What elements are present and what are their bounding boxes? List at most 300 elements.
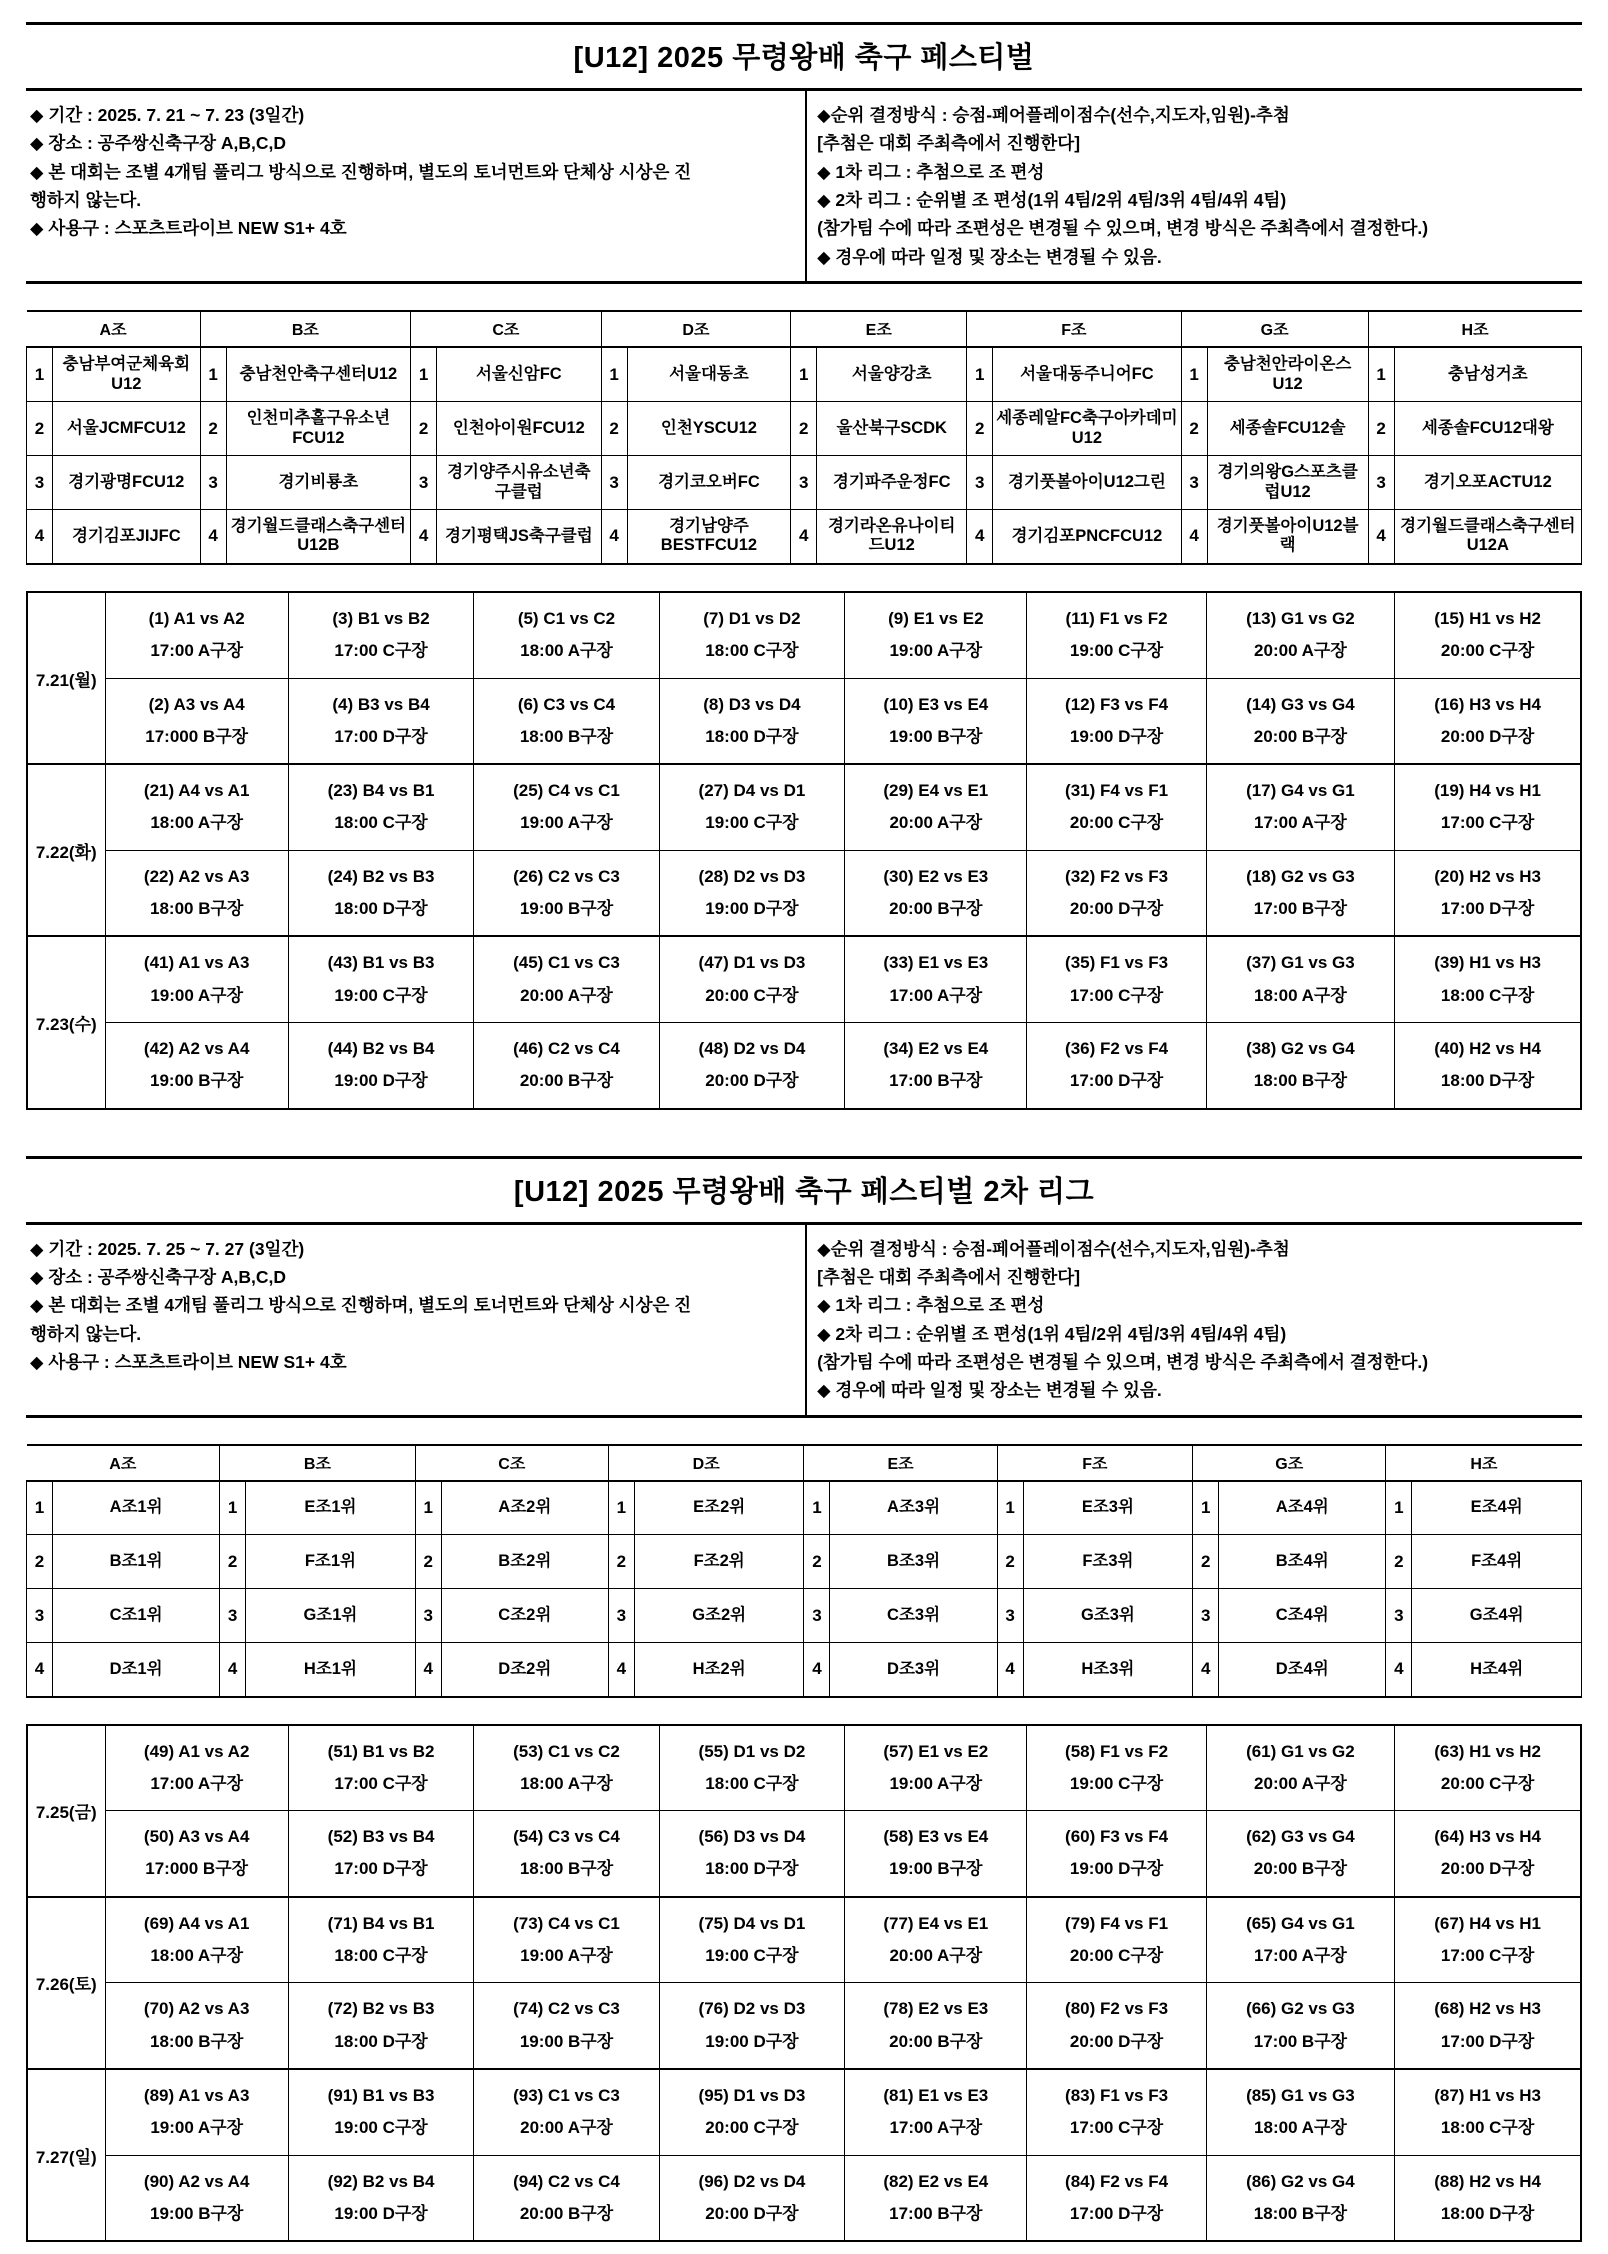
schedule-row bbox=[27, 678, 1581, 764]
match-cell bbox=[1206, 2155, 1395, 2241]
info-line: ◆ 본 대회는 조별 4개팀 풀리그 방식으로 진행하며, 별도의 토너먼트와 단체상 시상은 진 bbox=[30, 161, 692, 182]
match-pairing: (18) G2 vs G3 bbox=[1246, 866, 1355, 886]
match-cell bbox=[474, 678, 659, 764]
team-name: 충남천안라이온스U12 bbox=[1207, 347, 1368, 401]
info-line: ◆ 사용구 : 스포츠트라이브 NEW S1+ 4호 bbox=[30, 218, 347, 239]
match-cell bbox=[845, 592, 1027, 678]
team-rank-number: 3 bbox=[220, 1589, 246, 1643]
team-rank-number: 4 bbox=[220, 1643, 246, 1697]
match-time-venue: 17:00 D구장 bbox=[1069, 2203, 1164, 2223]
match-cell bbox=[1395, 678, 1581, 764]
schedule-row bbox=[27, 592, 1581, 678]
match-time-venue: 17:00 A구장 bbox=[150, 1773, 244, 1793]
schedule-row bbox=[27, 1022, 1581, 1108]
match-time-venue: 18:00 C구장 bbox=[1440, 2118, 1535, 2138]
match-time-venue: 19:00 B구장 bbox=[519, 899, 614, 919]
match-pairing: (72) B2 vs B3 bbox=[327, 1999, 435, 2019]
match-pairing: (4) B3 vs B4 bbox=[332, 694, 430, 714]
group-table-row bbox=[27, 456, 1582, 510]
match-pairing: (11) F1 vs F2 bbox=[1065, 608, 1168, 628]
team-rank-number: 4 bbox=[1386, 1643, 1412, 1697]
match-cell bbox=[1395, 764, 1581, 850]
match-cell bbox=[1027, 592, 1206, 678]
team-rank-number: 4 bbox=[601, 510, 627, 564]
team-rank-number: 3 bbox=[411, 456, 437, 510]
team-rank-number: 1 bbox=[1193, 1481, 1219, 1535]
match-time-venue: 20:00 D구장 bbox=[1440, 1859, 1535, 1879]
team-rank-number: 1 bbox=[415, 1481, 441, 1535]
match-pairing: (17) G4 vs G1 bbox=[1246, 781, 1355, 801]
team-name: H조4위 bbox=[1412, 1643, 1582, 1697]
info-line: ◆ 1차 리그 : 추첨으로 조 편성 bbox=[817, 1295, 1045, 1316]
match-cell bbox=[1206, 1811, 1395, 1897]
match-cell bbox=[845, 1983, 1027, 2069]
team-rank-number: 4 bbox=[1368, 510, 1394, 564]
match-time-venue: 18:00 D구장 bbox=[1440, 2203, 1535, 2223]
match-time-venue: 19:00 B구장 bbox=[889, 726, 983, 746]
team-name: 세종레알FC축구아카데미U12 bbox=[993, 402, 1181, 456]
info-line: ◆ 경우에 따라 일정 및 장소는 변경될 수 있음. bbox=[817, 1380, 1162, 1401]
match-pairing: (14) G3 vs G4 bbox=[1246, 694, 1355, 714]
match-pairing: (9) E1 vs E2 bbox=[888, 608, 984, 628]
team-name: C조4위 bbox=[1219, 1589, 1386, 1643]
match-cell bbox=[1206, 2069, 1395, 2155]
team-rank-number: 2 bbox=[220, 1535, 246, 1589]
match-pairing: (91) B1 vs B3 bbox=[327, 2085, 435, 2105]
match-time-venue: 18:00 A구장 bbox=[1254, 985, 1347, 1005]
info-line: ◆ 장소 : 공주쌍신축구장 A,B,C,D bbox=[30, 1266, 287, 1287]
match-pairing: (62) G3 vs G4 bbox=[1246, 1827, 1355, 1847]
match-pairing: (31) F4 vs F1 bbox=[1065, 781, 1169, 801]
match-cell bbox=[1027, 850, 1206, 936]
match-cell bbox=[1027, 2069, 1206, 2155]
match-pairing: (94) C2 vs C4 bbox=[513, 2171, 620, 2191]
match-pairing: (1) A1 vs A2 bbox=[148, 608, 245, 628]
team-name: B조1위 bbox=[53, 1535, 220, 1589]
match-cell bbox=[105, 2155, 288, 2241]
match-time-venue: 18:00 A구장 bbox=[520, 641, 613, 661]
match-pairing: (26) C2 vs C3 bbox=[513, 866, 620, 886]
info-line: ◆순위 결정방식 : 승점-페어플레이점수(선수,지도자,임원)-추첨 bbox=[817, 1238, 1290, 1259]
group-header-H조: H조 bbox=[1386, 1445, 1582, 1481]
match-pairing: (16) H3 vs H4 bbox=[1434, 694, 1541, 714]
match-cell bbox=[105, 936, 288, 1022]
match-pairing: (89) A1 vs A3 bbox=[143, 2085, 250, 2105]
group-header-F조: F조 bbox=[997, 1445, 1193, 1481]
match-cell bbox=[1395, 1811, 1581, 1897]
match-cell bbox=[845, 1897, 1027, 1983]
match-time-venue: 18:00 C구장 bbox=[705, 1773, 799, 1793]
match-cell bbox=[845, 2069, 1027, 2155]
match-pairing: (46) C2 vs C4 bbox=[513, 1038, 620, 1058]
team-rank-number: 3 bbox=[1181, 456, 1207, 510]
match-cell bbox=[659, 2155, 844, 2241]
schedule-date-7.23(수): 7.23(수) bbox=[27, 936, 105, 1108]
match-pairing: (22) A2 vs A3 bbox=[143, 866, 250, 886]
match-pairing: (20) H2 vs H3 bbox=[1434, 866, 1541, 886]
match-cell bbox=[1395, 592, 1581, 678]
match-time-venue: 19:00 B구장 bbox=[150, 1071, 244, 1091]
tournament-section bbox=[26, 1156, 1582, 2243]
match-pairing: (92) B2 vs B4 bbox=[327, 2171, 435, 2191]
match-time-venue: 20:00 C구장 bbox=[1440, 641, 1535, 661]
group-table-row bbox=[27, 1643, 1582, 1697]
team-rank-number: 3 bbox=[791, 456, 817, 510]
team-rank-number: 3 bbox=[601, 456, 627, 510]
match-cell bbox=[1027, 936, 1206, 1022]
match-pairing: (51) B1 vs B2 bbox=[327, 1741, 435, 1761]
schedule-date-7.21(월): 7.21(월) bbox=[27, 592, 105, 764]
team-name: D조2위 bbox=[441, 1643, 608, 1697]
match-pairing: (47) D1 vs D3 bbox=[698, 953, 806, 973]
group-header-H조: H조 bbox=[1368, 311, 1581, 347]
match-time-venue: 19:00 C구장 bbox=[705, 813, 799, 833]
match-time-venue: 17:00 D구장 bbox=[334, 726, 428, 746]
match-pairing: (67) H4 vs H1 bbox=[1434, 1913, 1541, 1933]
match-cell bbox=[288, 1983, 473, 2069]
group-table-row bbox=[27, 402, 1582, 456]
info-line: ◆ 장소 : 공주쌍신축구장 A,B,C,D bbox=[30, 133, 287, 154]
team-rank-number: 4 bbox=[200, 510, 226, 564]
match-cell bbox=[659, 764, 844, 850]
team-name: 경기라온유나이티드U12 bbox=[817, 510, 967, 564]
schedule-date-7.26(토): 7.26(토) bbox=[27, 1897, 105, 2069]
group-header-C조: C조 bbox=[411, 311, 602, 347]
team-rank-number: 3 bbox=[1386, 1589, 1412, 1643]
match-time-venue: 20:00 A구장 bbox=[889, 1946, 983, 1966]
match-time-venue: 20:00 B구장 bbox=[1253, 726, 1348, 746]
match-time-venue: 19:00 C구장 bbox=[334, 2118, 428, 2138]
group-table-row bbox=[27, 1535, 1582, 1589]
match-time-venue: 20:00 C구장 bbox=[1069, 813, 1164, 833]
team-name: H조3위 bbox=[1023, 1643, 1193, 1697]
match-pairing: (37) G1 vs G3 bbox=[1246, 953, 1355, 973]
match-pairing: (44) B2 vs B4 bbox=[327, 1038, 435, 1058]
match-pairing: (38) G2 vs G4 bbox=[1246, 1038, 1355, 1058]
group-table-row bbox=[27, 347, 1582, 401]
match-cell bbox=[659, 850, 844, 936]
match-cell bbox=[474, 1897, 659, 1983]
group-header-B조: B조 bbox=[220, 1445, 416, 1481]
match-time-venue: 17:00 B구장 bbox=[889, 2203, 983, 2223]
match-pairing: (24) B2 vs B3 bbox=[327, 866, 435, 886]
match-time-venue: 19:00 A구장 bbox=[520, 813, 613, 833]
team-rank-number: 4 bbox=[804, 1643, 830, 1697]
match-pairing: (85) G1 vs G3 bbox=[1246, 2085, 1355, 2105]
team-rank-number: 2 bbox=[27, 1535, 53, 1589]
match-time-venue: 19:00 A구장 bbox=[150, 985, 244, 1005]
match-time-venue: 17:000 B구장 bbox=[145, 1859, 249, 1879]
group-table bbox=[26, 1444, 1582, 1698]
match-time-venue: 17:00 D구장 bbox=[334, 1859, 428, 1879]
match-time-venue: 18:00 D구장 bbox=[705, 1859, 799, 1879]
match-cell bbox=[659, 1897, 844, 1983]
team-rank-number: 2 bbox=[804, 1535, 830, 1589]
match-pairing: (40) H2 vs H4 bbox=[1434, 1038, 1541, 1058]
match-pairing: (5) C1 vs C2 bbox=[517, 608, 616, 628]
match-cell bbox=[288, 1725, 473, 1811]
match-time-venue: 17:00 C구장 bbox=[334, 1773, 428, 1793]
match-time-venue: 19:00 D구장 bbox=[334, 2203, 428, 2223]
team-rank-number: 1 bbox=[791, 347, 817, 401]
match-cell bbox=[474, 592, 659, 678]
match-cell bbox=[474, 936, 659, 1022]
team-name: 서울대동초 bbox=[627, 347, 791, 401]
match-cell bbox=[659, 936, 844, 1022]
match-cell bbox=[288, 592, 473, 678]
match-time-venue: 19:00 A구장 bbox=[889, 1773, 983, 1793]
team-name: F조2위 bbox=[634, 1535, 804, 1589]
match-cell bbox=[288, 1811, 473, 1897]
team-name: 인천아이원FCU12 bbox=[437, 402, 602, 456]
match-cell bbox=[1206, 1897, 1395, 1983]
team-name: H조1위 bbox=[246, 1643, 416, 1697]
schedule-row bbox=[27, 1983, 1581, 2069]
match-pairing: (8) D3 vs D4 bbox=[703, 694, 801, 714]
match-pairing: (32) F2 vs F3 bbox=[1065, 866, 1169, 886]
match-cell bbox=[288, 678, 473, 764]
team-name: 충남부여군체육회U12 bbox=[53, 347, 201, 401]
match-pairing: (64) H3 vs H4 bbox=[1434, 1827, 1541, 1847]
team-name: G조1위 bbox=[246, 1589, 416, 1643]
match-pairing: (23) B4 vs B1 bbox=[327, 781, 435, 801]
match-cell bbox=[1395, 2069, 1581, 2155]
tournament-info-block bbox=[26, 91, 1582, 284]
info-line: ◆ 기간 : 2025. 7. 21 ~ 7. 23 (3일간) bbox=[30, 105, 305, 125]
match-cell bbox=[474, 2069, 659, 2155]
team-name: B조2위 bbox=[441, 1535, 608, 1589]
match-cell bbox=[659, 678, 844, 764]
match-pairing: (95) D1 vs D3 bbox=[698, 2085, 806, 2105]
match-cell bbox=[845, 2155, 1027, 2241]
team-rank-number: 1 bbox=[997, 1481, 1023, 1535]
match-pairing: (81) E1 vs E3 bbox=[883, 2085, 989, 2105]
team-rank-number: 4 bbox=[997, 1643, 1023, 1697]
info-left-column bbox=[26, 91, 807, 281]
info-line: ◆ 사용구 : 스포츠트라이브 NEW S1+ 4호 bbox=[30, 1351, 347, 1372]
match-pairing: (15) H1 vs H2 bbox=[1434, 608, 1541, 628]
match-pairing: (28) D2 vs D3 bbox=[698, 866, 806, 886]
match-cell bbox=[845, 1811, 1027, 1897]
match-cell bbox=[288, 1022, 473, 1108]
match-pairing: (35) F1 vs F3 bbox=[1065, 953, 1169, 973]
team-name: G조3위 bbox=[1023, 1589, 1193, 1643]
match-time-venue: 20:00 B구장 bbox=[519, 2203, 614, 2223]
match-cell bbox=[288, 764, 473, 850]
match-pairing: (48) D2 vs D4 bbox=[698, 1038, 806, 1058]
match-time-venue: 19:00 A구장 bbox=[520, 1946, 613, 1966]
section-title-bar bbox=[26, 22, 1582, 91]
team-name: 울산북구SCDK bbox=[817, 402, 967, 456]
match-time-venue: 17:00 D구장 bbox=[1069, 1071, 1164, 1091]
team-name: E조2위 bbox=[634, 1481, 804, 1535]
team-rank-number: 1 bbox=[27, 347, 53, 401]
match-pairing: (3) B1 vs B2 bbox=[332, 608, 430, 628]
group-table-row bbox=[27, 510, 1582, 564]
group-header-A조: A조 bbox=[27, 311, 201, 347]
team-name: B조3위 bbox=[830, 1535, 997, 1589]
match-time-venue: 20:00 A구장 bbox=[1254, 1773, 1347, 1793]
match-pairing: (58) E3 vs E4 bbox=[883, 1827, 989, 1847]
team-rank-number: 2 bbox=[967, 402, 993, 456]
match-time-venue: 19:00 B구장 bbox=[889, 1859, 983, 1879]
team-rank-number: 3 bbox=[967, 456, 993, 510]
team-rank-number: 1 bbox=[608, 1481, 634, 1535]
match-time-venue: 18:00 D구장 bbox=[334, 899, 428, 919]
match-cell bbox=[659, 1811, 844, 1897]
group-header-D조: D조 bbox=[608, 1445, 804, 1481]
group-table-header-row bbox=[27, 311, 1582, 347]
match-cell bbox=[1395, 1022, 1581, 1108]
match-pairing: (90) A2 vs A4 bbox=[143, 2171, 250, 2191]
team-rank-number: 3 bbox=[997, 1589, 1023, 1643]
info-line: [추첨은 대회 주최측에서 진행한다] bbox=[817, 1266, 1081, 1287]
match-cell bbox=[1206, 764, 1395, 850]
match-pairing: (56) D3 vs D4 bbox=[698, 1827, 806, 1847]
team-rank-number: 2 bbox=[608, 1535, 634, 1589]
team-rank-number: 4 bbox=[27, 1643, 53, 1697]
team-name: 서울JCMFCU12 bbox=[53, 402, 201, 456]
team-rank-number: 1 bbox=[200, 347, 226, 401]
match-pairing: (21) A4 vs A1 bbox=[143, 781, 250, 801]
team-name: 서울신암FC bbox=[437, 347, 602, 401]
team-rank-number: 1 bbox=[601, 347, 627, 401]
match-time-venue: 17:00 B구장 bbox=[889, 1071, 983, 1091]
match-cell bbox=[474, 1811, 659, 1897]
match-pairing: (57) E1 vs E2 bbox=[883, 1741, 989, 1761]
team-rank-number: 1 bbox=[967, 347, 993, 401]
section-title-bar bbox=[26, 1156, 1582, 1225]
team-name: 경기남양주BESTFCU12 bbox=[627, 510, 791, 564]
match-time-venue: 18:00 B구장 bbox=[1253, 2203, 1348, 2223]
match-time-venue: 18:00 B구장 bbox=[150, 899, 244, 919]
team-name: 세종솔FCU12대왕 bbox=[1394, 402, 1581, 456]
team-name: G조4위 bbox=[1412, 1589, 1582, 1643]
match-pairing: (43) B1 vs B3 bbox=[327, 953, 435, 973]
info-line: ◆ 2차 리그 : 순위별 조 편성(1위 4팀/2위 4팀/3위 4팀/4위 4팀) bbox=[817, 190, 1287, 211]
match-cell bbox=[105, 592, 288, 678]
schedule-date-7.27(일): 7.27(일) bbox=[27, 2069, 105, 2241]
match-time-venue: 20:00 A구장 bbox=[1254, 641, 1347, 661]
match-time-venue: 17:00 A구장 bbox=[889, 985, 983, 1005]
team-rank-number: 3 bbox=[804, 1589, 830, 1643]
match-time-venue: 17:00 D구장 bbox=[1440, 2031, 1535, 2051]
match-cell bbox=[845, 678, 1027, 764]
match-time-venue: 20:00 B구장 bbox=[519, 1071, 614, 1091]
match-cell bbox=[1206, 1725, 1395, 1811]
team-name: F조4위 bbox=[1412, 1535, 1582, 1589]
tournament-section bbox=[26, 22, 1582, 1110]
schedule-row bbox=[27, 2069, 1581, 2155]
match-time-venue: 19:00 D구장 bbox=[705, 2031, 799, 2051]
match-cell bbox=[1206, 1983, 1395, 2069]
match-time-venue: 19:00 C구장 bbox=[1069, 1773, 1164, 1793]
team-rank-number: 2 bbox=[411, 402, 437, 456]
match-cell bbox=[1206, 1022, 1395, 1108]
match-pairing: (27) D4 vs D1 bbox=[698, 781, 806, 801]
match-pairing: (41) A1 vs A3 bbox=[143, 953, 250, 973]
match-cell bbox=[105, 2069, 288, 2155]
team-name: 경기오포ACTU12 bbox=[1394, 456, 1581, 510]
match-time-venue: 19:00 B구장 bbox=[150, 2203, 244, 2223]
team-rank-number: 1 bbox=[1368, 347, 1394, 401]
match-pairing: (77) E4 vs E1 bbox=[883, 1913, 989, 1933]
team-name: 서울양강초 bbox=[817, 347, 967, 401]
team-name: 인천YSCU12 bbox=[627, 402, 791, 456]
match-time-venue: 20:00 B구장 bbox=[889, 899, 983, 919]
schedule-row bbox=[27, 1725, 1581, 1811]
match-time-venue: 17:00 A구장 bbox=[1254, 813, 1347, 833]
match-cell bbox=[474, 1983, 659, 2069]
match-time-venue: 17:00 C구장 bbox=[334, 641, 428, 661]
match-pairing: (33) E1 vs E3 bbox=[883, 953, 989, 973]
match-pairing: (88) H2 vs H4 bbox=[1434, 2171, 1541, 2191]
match-time-venue: 20:00 C구장 bbox=[1069, 1946, 1164, 1966]
match-time-venue: 19:00 D구장 bbox=[1069, 726, 1164, 746]
match-pairing: (52) B3 vs B4 bbox=[327, 1827, 435, 1847]
info-line: 행하지 않는다. bbox=[30, 1323, 142, 1344]
team-name: F조1위 bbox=[246, 1535, 416, 1589]
match-pairing: (73) C4 vs C1 bbox=[513, 1913, 620, 1933]
match-cell bbox=[1395, 1983, 1581, 2069]
info-line: ◆순위 결정방식 : 승점-페어플레이점수(선수,지도자,임원)-추첨 bbox=[817, 105, 1290, 125]
match-time-venue: 20:00 C구장 bbox=[705, 2118, 799, 2138]
match-time-venue: 19:00 A구장 bbox=[889, 641, 983, 661]
info-left-column bbox=[26, 1225, 807, 1415]
match-pairing: (45) C1 vs C3 bbox=[513, 953, 620, 973]
match-time-venue: 17:00 C구장 bbox=[1440, 1946, 1535, 1966]
match-pairing: (7) D1 vs D2 bbox=[703, 608, 801, 628]
match-time-venue: 19:00 C구장 bbox=[705, 1946, 799, 1966]
match-pairing: (50) A3 vs A4 bbox=[143, 1827, 250, 1847]
match-time-venue: 17:00 C구장 bbox=[1069, 985, 1164, 1005]
match-pairing: (6) C3 vs C4 bbox=[517, 694, 616, 714]
match-cell bbox=[105, 764, 288, 850]
team-name: 경기월드클래스축구센터U12A bbox=[1394, 510, 1581, 564]
team-rank-number: 2 bbox=[1193, 1535, 1219, 1589]
match-time-venue: 19:00 B구장 bbox=[519, 2031, 614, 2051]
match-cell bbox=[474, 764, 659, 850]
team-name: D조3위 bbox=[830, 1643, 997, 1697]
team-name: 경기양주시유소년축구클럽 bbox=[437, 456, 602, 510]
group-header-A조: A조 bbox=[27, 1445, 220, 1481]
match-cell bbox=[105, 850, 288, 936]
match-cell bbox=[1206, 850, 1395, 936]
group-table-row bbox=[27, 1481, 1582, 1535]
match-cell bbox=[105, 1022, 288, 1108]
team-name: 서울대동주니어FC bbox=[993, 347, 1181, 401]
match-time-venue: 18:00 C구장 bbox=[334, 1946, 428, 1966]
team-name: E조3위 bbox=[1023, 1481, 1193, 1535]
match-cell bbox=[845, 936, 1027, 1022]
match-time-venue: 20:00 A구장 bbox=[520, 2118, 613, 2138]
match-pairing: (60) F3 vs F4 bbox=[1065, 1827, 1169, 1847]
team-rank-number: 3 bbox=[415, 1589, 441, 1643]
match-pairing: (58) F1 vs F2 bbox=[1065, 1741, 1169, 1761]
info-line: ◆ 기간 : 2025. 7. 25 ~ 7. 27 (3일간) bbox=[30, 1238, 305, 1259]
match-cell bbox=[474, 1725, 659, 1811]
team-name: A조2위 bbox=[441, 1481, 608, 1535]
team-name: 경기김포PNCFCU12 bbox=[993, 510, 1181, 564]
team-rank-number: 1 bbox=[220, 1481, 246, 1535]
match-cell bbox=[1206, 678, 1395, 764]
match-pairing: (54) C3 vs C4 bbox=[513, 1827, 620, 1847]
match-time-venue: 17:00 B구장 bbox=[1253, 2031, 1348, 2051]
info-line: (참가팀 수에 따라 조편성은 변경될 수 있으며, 변경 방식은 주최측에서 결정한다.) bbox=[817, 1351, 1429, 1372]
match-pairing: (39) H1 vs H3 bbox=[1434, 953, 1541, 973]
team-rank-number: 2 bbox=[1181, 402, 1207, 456]
match-cell bbox=[659, 592, 844, 678]
